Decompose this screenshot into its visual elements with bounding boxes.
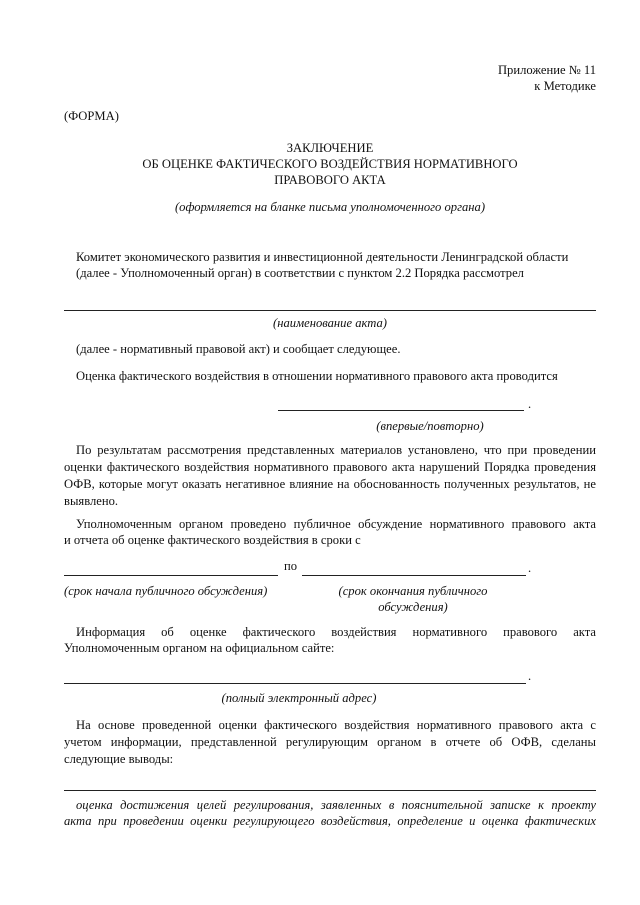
period-dot-2: . bbox=[528, 561, 532, 575]
assessment-line: Оценка фактического воздействия в отношении нормативного правового акта проводится bbox=[76, 369, 558, 383]
letterhead-note: (оформляется на бланке письма уполномоченного органа) bbox=[174, 200, 486, 214]
intro-line-2: (далее - Уполномоченный орган) в соответствии с пунктом 2.2 Порядка рассмотрел bbox=[76, 266, 524, 280]
end-date-blank-line bbox=[302, 575, 526, 576]
public-discussion-line-2: и отчета об оценке фактического воздействия в сроки с bbox=[64, 533, 361, 547]
first-repeat-caption: (впервые/повторно) bbox=[376, 419, 484, 433]
end-date-caption-line2: обсуждения) bbox=[378, 600, 448, 614]
address-blank-line bbox=[64, 683, 526, 684]
document-title-line3: ПРАВОВОГО АКТА bbox=[274, 173, 386, 187]
info-line-2: Уполномоченным органом на официальном сайте: bbox=[64, 641, 335, 655]
public-discussion-line-1: Уполномоченным органом проведено публичное обсуждение нормативного правового акта bbox=[76, 517, 596, 531]
conclusion-paragraph: На основе проведенной оценки фактического воздействия нормативного правового акта с учетом информации, представленной регулирующим органом в отчете об ОФВ, сделаны следующие выводы: bbox=[64, 718, 596, 766]
first-repeat-blank-line bbox=[278, 410, 524, 411]
conclusions-blank-line bbox=[64, 790, 596, 791]
end-date-caption-line1: (срок окончания публичного bbox=[338, 584, 488, 598]
address-caption: (полный электронный адрес) bbox=[221, 691, 377, 705]
form-label: (ФОРМА) bbox=[64, 109, 119, 123]
start-date-caption: (срок начала публичного обсуждения) bbox=[64, 584, 268, 598]
appendix-number: Приложение № 11 bbox=[497, 63, 596, 77]
appendix-methodology: к Методике bbox=[534, 79, 596, 93]
document-title-line2: ОБ ОЦЕНКЕ ФАКТИЧЕСКОГО ВОЗДЕЙСТВИЯ НОРМАТИВНОГО bbox=[142, 157, 518, 171]
act-name-blank-line bbox=[64, 310, 596, 311]
info-line-1: Информация об оценке фактического воздействия нормативного правового акта bbox=[76, 625, 596, 639]
intro-line-1: Комитет экономического развития и инвестиционной деятельности Ленинградской области bbox=[76, 250, 569, 264]
po-label: по bbox=[284, 559, 298, 573]
act-name-caption: (наименование акта) bbox=[273, 316, 387, 330]
period-dot-3: . bbox=[528, 669, 532, 683]
period-dot: . bbox=[528, 397, 532, 411]
document-title: ЗАКЛЮЧЕНИЕ bbox=[286, 141, 374, 155]
after-act-text: (далее - нормативный правовой акт) и сообщает следующее. bbox=[76, 342, 401, 356]
start-date-blank-line bbox=[64, 575, 278, 576]
final-italic-line-2: акта при проведении оценки регулирующего воздействия, определение и оценка фактических bbox=[64, 814, 596, 828]
final-italic-line-1: оценка достижения целей регулирования, заявленных в пояснительной записке к проекту bbox=[76, 798, 596, 812]
results-paragraph: По результатам рассмотрения представленных материалов установлено, что при проведении оценки фактического воздействия нормативного правового акта нарушений Порядка проведения ОФВ, которые могут оказать негативное влияние на обоснованность полученных результатов, не выявлено. bbox=[64, 443, 596, 508]
